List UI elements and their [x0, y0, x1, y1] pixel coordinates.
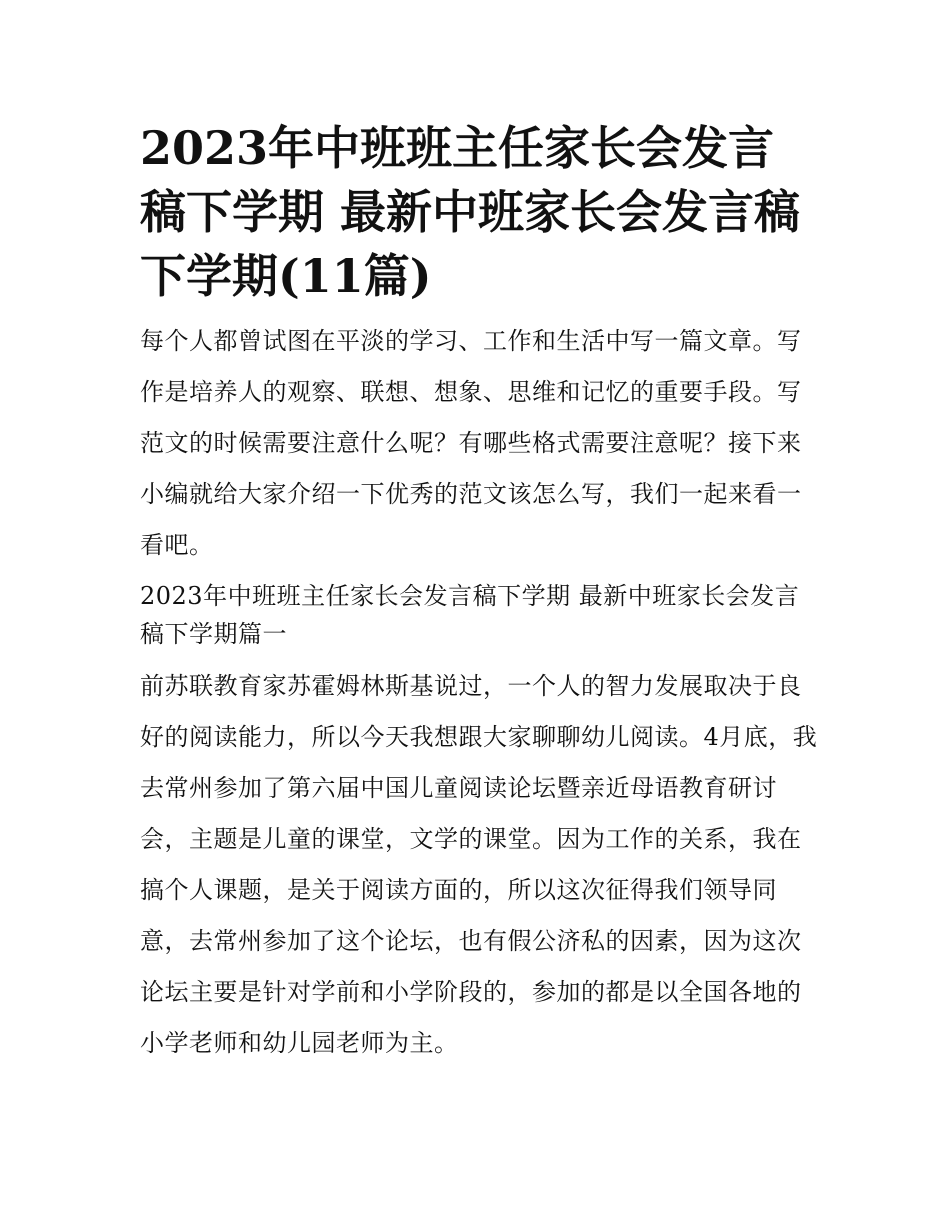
document-page: [140, 116, 820, 1069]
section-heading: 2023年中班班主任家长会发言稿下学期 最新中班家长会发言稿下学期篇一: [140, 582, 800, 648]
section-body-paragraph: 前苏联教育家苏霍姆林斯基说过，一个人的智力发展取决于良好的阅读能力，所以今天我想跟大家聊聊幼儿阅读。4月底，我去常州参加了第六届中国儿童阅读论坛暨亲近母语教育研讨会，主题是儿童的课堂，文学的课堂。因为工作的关系，我在搞个人课题，是关于阅读方面的，所以这次征得我们领导同意，去常州参加了这个论坛，也有假公济私的因素，因为这次论坛主要是针对学前和小学阶段的，参加的都是以全国各地的小学老师和幼儿园老师为主。: [140, 672, 818, 1057]
intro-paragraph: 每个人都曾试图在平淡的学习、工作和生活中写一篇文章。写作是培养人的观察、联想、想象、思维和记忆的重要手段。写范文的时候需要注意什么呢？有哪些格式需要注意呢？接下来小编就给大家介绍一下优秀的范文该怎么写，我们一起来看一看吧。: [140, 327, 802, 559]
document-title: 2023年中班班主任家长会发言稿下学期 最新中班家长会发言稿下学期(11篇): [140, 121, 801, 303]
